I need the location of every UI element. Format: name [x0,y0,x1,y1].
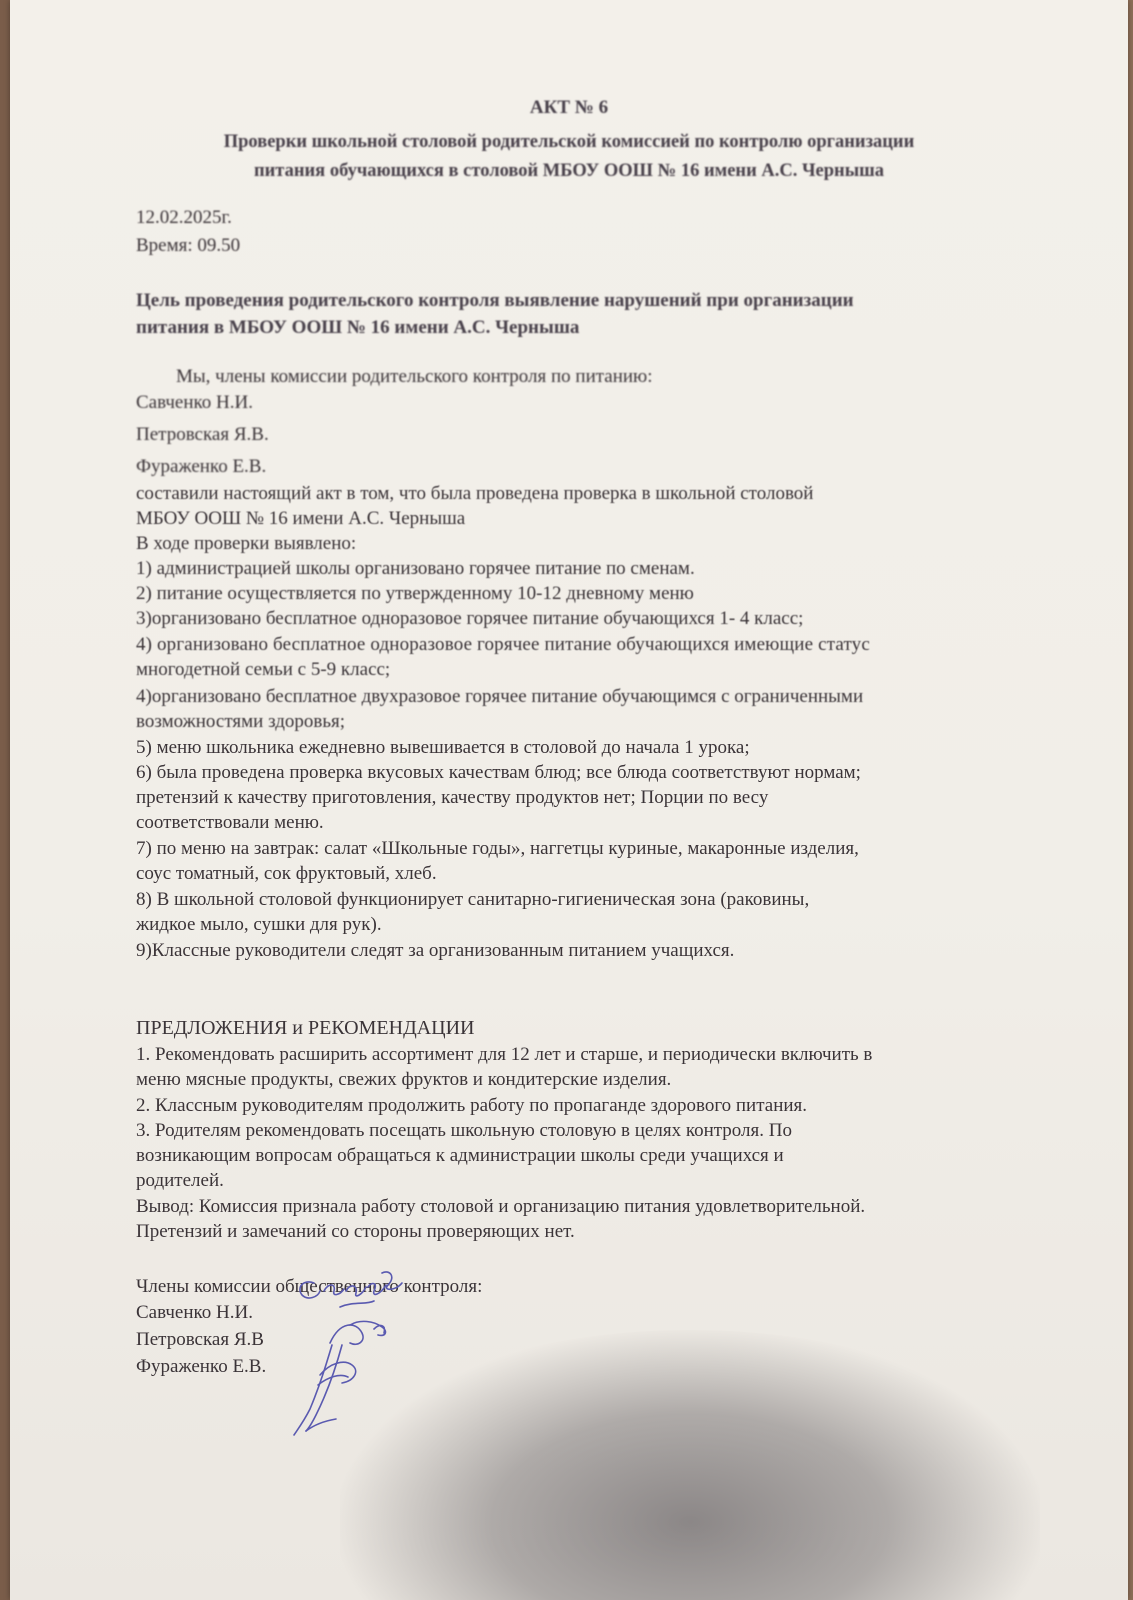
finding-line: возможностями здоровья; [136,711,346,732]
recommendation-line: 1. Рекомендовать расширить ассортимент для 12 лет и старше, и периодически включить в [136,1044,873,1065]
conclusion-line: Претензий и замечаний со стороны проверяющих нет. [136,1221,575,1242]
findings-heading: В ходе проверки выявлено: [136,533,357,554]
finding-line: 2) питание осуществляется по утвержденному 10-12 дневному меню [136,583,694,604]
finding-line: 7) по меню на завтрак: салат «Школьные годы», наггетцы куриные, макаронные изделия, [136,838,859,859]
finding-line: 9)Классные руководители следят за организованным питанием учащихся. [136,940,735,961]
photo-shadow [340,1330,1040,1600]
document-time: Время: 09.50 [136,235,241,256]
finding-line: соус томатный, сок фруктовый, хлеб. [136,863,437,884]
finding-line: многодетной семьи с 5-9 класс; [136,659,391,680]
member-name: Фураженко Е.В. [136,456,267,477]
finding-line: 1) администрацией школы организовано горячее питание по сменам. [136,558,695,579]
intro-text: Мы, члены комиссии родительского контроля по питанию: [176,366,653,387]
document-title: АКТ № 6 [529,97,609,118]
signatory-name: Савченко Н.И. [136,1302,253,1323]
recommendation-line: возникающим вопросам обращаться к администрации школы среди учащихся и [136,1145,784,1166]
goal-line-2: питания в МБОУ ООШ № 16 имени А.С. Черныша [136,317,580,338]
goal-line-1: Цель проведения родительского контроля выявление нарушений при организации [136,290,854,311]
recommendation-line: 3. Родителям рекомендовать посещать школьную столовую в целях контроля. По [136,1120,792,1141]
signatory-name: Петровская Я.В [136,1329,264,1350]
conclusion-line: Вывод: Комиссия признала работу столовой и организацию питания удовлетворительной. [136,1196,866,1217]
document-subtitle-line-2: питания обучающихся в столовой МБОУ ООШ № 16 имени А.С. Черныша [253,161,885,181]
signatory-name: Фураженко Е.В. [136,1356,267,1377]
recommendation-line: 2. Классным руководителям продолжить работу по пропаганде здорового питания. [136,1095,808,1116]
finding-line: жидкое мыло, сушки для рук). [136,914,382,935]
finding-line: 6) была проведена проверка вкусовых качествам блюд; все блюда соответствуют нормам; [136,762,861,783]
finding-line: соответствовали меню. [136,812,324,833]
recommendation-line: меню мясные продукты, свежих фруктов и кондитерские изделия. [136,1069,672,1090]
paper-sheet [10,0,1128,1600]
composed-line-2: МБОУ ООШ № 16 имени А.С. Черныша [136,508,466,529]
member-name: Савченко Н.И. [136,392,253,413]
finding-line: 8) В школьной столовой функционирует санитарно-гигиеническая зона (раковины, [136,889,810,910]
member-name: Петровская Я.В. [136,424,269,445]
document-date: 12.02.2025г. [136,207,232,228]
finding-line: претензий к качеству приготовления, качеству продуктов нет; Порции по весу [136,787,769,808]
finding-line: 5) меню школьника ежедневно вывешивается в столовой до начала 1 урока; [136,737,750,758]
finding-line: 4)организовано бесплатное двухразовое горячее питание обучающимся с ограниченными [136,686,864,707]
finding-line: 4) организовано бесплатное одноразовое горячее питание обучающихся имеющие статус [136,634,870,655]
composed-line-1: составили настоящий акт в том, что была проведена проверка в школьной столовой [136,483,814,504]
document-subtitle-line-1: Проверки школьной столовой родительской комиссией по контролю организации [223,132,915,152]
finding-line: 3)организовано бесплатное одноразовое горячее питание обучающихся 1- 4 класс; [136,608,804,629]
signatures-heading: Члены комиссии общественного контроля: [136,1276,483,1297]
recommendation-line: родителей. [136,1170,224,1191]
recommendations-heading: ПРЕДЛОЖЕНИЯ и РЕКОМЕНДАЦИИ [136,1017,475,1039]
